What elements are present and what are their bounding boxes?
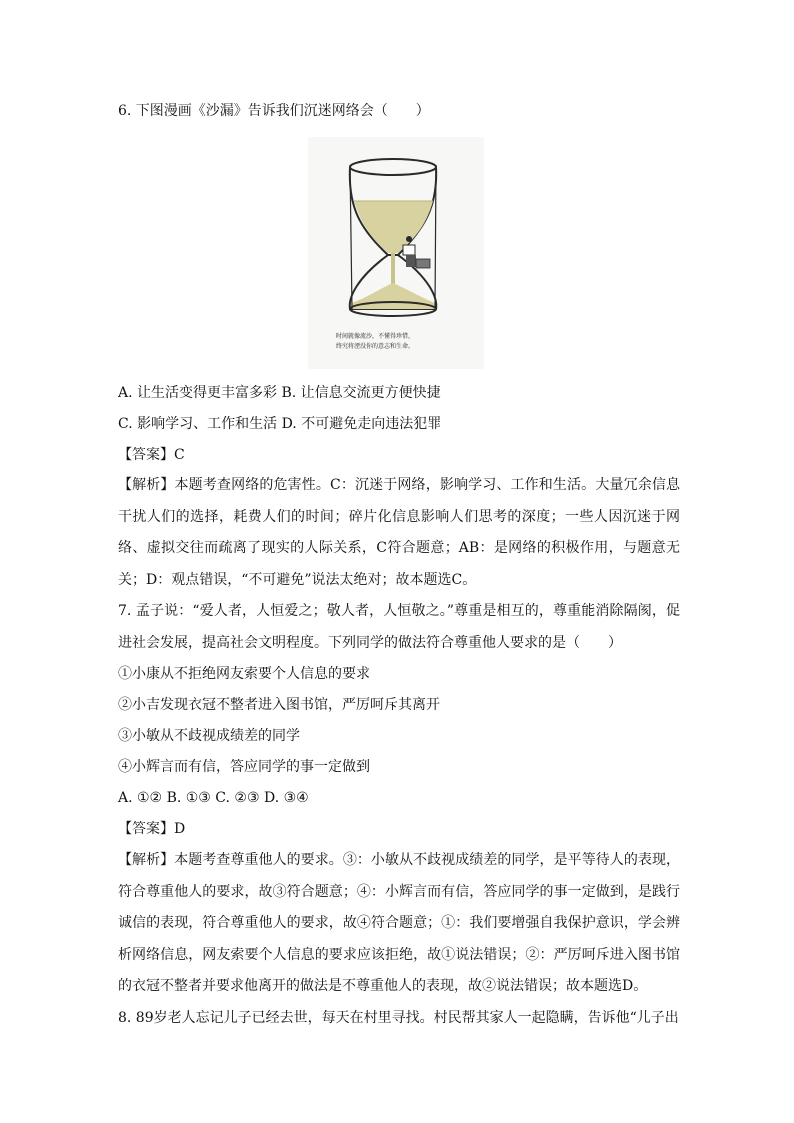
question-6-options-cd: C. 影响学习、工作和生活 D. 不可避免走向违法犯罪 xyxy=(118,416,442,432)
question-7-item-1: ①小康从不拒绝网友索要个人信息的要求 xyxy=(118,666,370,682)
figure-caption-line-1: 时间就像流沙，不懂得珍惜， xyxy=(336,333,415,340)
question-7-stem: 7. 孟子说：“爱人者，人恒爱之；敬人者，人恒敬之。”尊重是相互的，尊重能消除隔阂，促进社会发展，提高社会文明程度。下列同学的做法符合尊重他人要求的是（ ） xyxy=(118,603,680,651)
question-6-options-ab: A. 让生活变得更丰富多彩 B. 让信息交流更方便快捷 xyxy=(118,385,441,401)
question-7-item-4: ④小辉言而有信，答应同学的事一定做到 xyxy=(118,759,370,775)
figure-caption-line-2: 终究将湮没你的意志和生命。 xyxy=(336,343,415,350)
question-6-stem: 6. 下图漫画《沙漏》告诉我们沉迷网络会（ ） xyxy=(118,103,430,119)
question-7-item-3: ③小敏从不歧视成绩差的同学 xyxy=(118,728,300,744)
question-8-stem: 8. 89岁老人忘记儿子已经去世，每天在村里寻找。村民帮其家人一起隐瞒，告诉他“儿子出 xyxy=(118,1010,679,1026)
question-7-answer: 【答案】D xyxy=(118,821,186,837)
question-7-item-2: ②小吉发现衣冠不整者进入图书馆，严厉呵斥其离开 xyxy=(118,697,440,713)
question-6-analysis: 【解析】本题考查网络的危害性。C：沉迷于网络，影响学习、工作和生活。大量冗余信息干扰人们的选择，耗费人们的时间；碎片化信息影响人们思考的深度；一些人因沉迷于网络、虚拟交往而疏离了现实的人际关系，C符合题意；AB：是网络的积极作用，与题意无关；D：观点错误，“不可避免”说法太绝对；故本题选C。 xyxy=(118,477,680,588)
question-6-answer: 【答案】C xyxy=(118,447,185,463)
question-7-options: A. ①② B. ①③ C. ②③ D. ③④ xyxy=(118,790,309,806)
question-7-analysis: 【解析】本题考查尊重他人的要求。③：小敏从不歧视成绩差的同学，是平等待人的表现，符合尊重他人的要求，故③符合题意；④：小辉言而有信，答应同学的事一定做到，是践行诚信的表现，符合尊重他人的要求，故④符合题意；①：我们要增强自我保护意识，学会辨析网络信息，网友索要个人信息的要求应该拒绝，故①说法错误；②：严厉呵斥进入图书馆的衣冠不整者并要求他离开的做法是不尊重他人的表现，故②说法错误；故本题选D。 xyxy=(118,852,680,994)
figure-caption xyxy=(336,332,476,352)
